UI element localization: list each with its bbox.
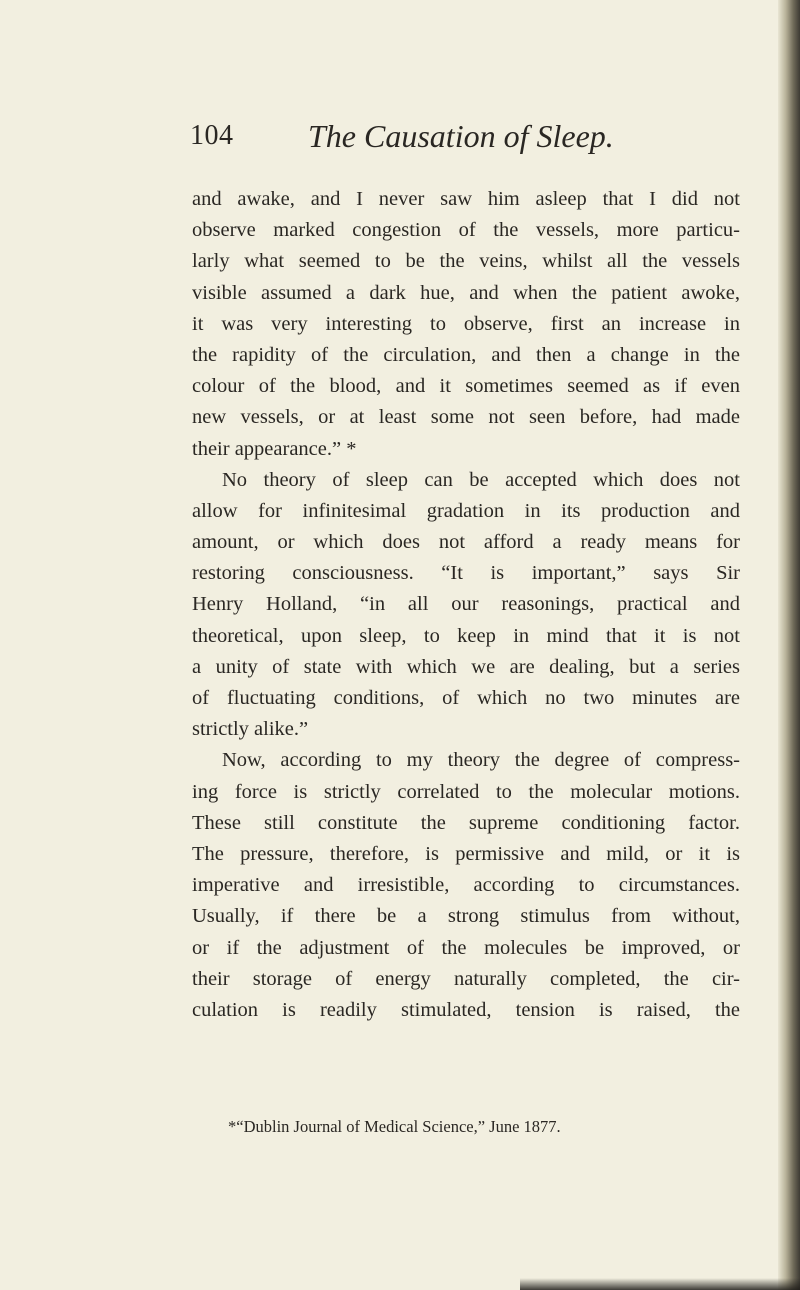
- text-line: a unity of state with which we are dealing, but a series: [192, 655, 740, 678]
- text-line: imperative and irresistible, according to circumstances.: [192, 874, 740, 897]
- text-line: and awake, and I never saw him asleep that I did not: [192, 188, 740, 210]
- text-line: their storage of energy naturally completed, the cir-: [192, 967, 740, 990]
- footnote: *“Dublin Journal of Medical Science,” June 1877.: [228, 1117, 561, 1136]
- text-line: amount, or which does not afford a ready means for: [192, 531, 740, 554]
- text-line: larly what seemed to be the veins, whilst all the vessels: [192, 250, 740, 273]
- text-line: culation is readily stimulated, tension is raised, the: [192, 998, 740, 1021]
- paragraph-start: Now, according to my theory the degree of compress-: [222, 749, 740, 772]
- text-line: Henry Holland, “in all our reasonings, practical and: [192, 593, 740, 616]
- text-line: their appearance.” *: [192, 437, 357, 460]
- page-header: [190, 118, 750, 158]
- text-line: it was very interesting to observe, first an increase in: [192, 312, 740, 335]
- text-line: Usually, if there be a strong stimulus from without,: [192, 905, 740, 928]
- text-line: These still constitute the supreme conditioning factor.: [192, 811, 740, 834]
- body-text: [192, 184, 740, 1026]
- text-line: visible assumed a dark hue, and when the patient awoke,: [192, 281, 740, 304]
- text-line: The pressure, therefore, is permissive and mild, or it is: [192, 842, 740, 865]
- page-number: 104: [190, 120, 234, 151]
- text-line: strictly alike.”: [192, 718, 309, 741]
- text-line: observe marked congestion of the vessels, more particu-: [192, 219, 740, 242]
- text-line: allow for infinitesimal gradation in its production and: [192, 499, 740, 522]
- text-line: colour of the blood, and it sometimes seemed as if even: [192, 375, 740, 398]
- text-line: or if the adjustment of the molecules be improved, or: [192, 936, 740, 959]
- paragraph-start: No theory of sleep can be accepted which does not: [222, 468, 740, 491]
- running-title: The Causation of Sleep.: [308, 118, 614, 154]
- text-line: the rapidity of the circulation, and then a change in the: [192, 343, 740, 366]
- text-line: new vessels, or at least some not seen before, had made: [192, 406, 740, 429]
- text-line: restoring consciousness. “It is important,” says Sir: [192, 562, 740, 585]
- text-line: ing force is strictly correlated to the molecular motions.: [192, 780, 740, 803]
- page-bottom-shadow: [520, 1278, 800, 1290]
- text-line: theoretical, upon sleep, to keep in mind that it is not: [192, 624, 740, 647]
- page-edge-shadow: [778, 0, 800, 1290]
- text-line: of fluctuating conditions, of which no two minutes are: [192, 687, 740, 709]
